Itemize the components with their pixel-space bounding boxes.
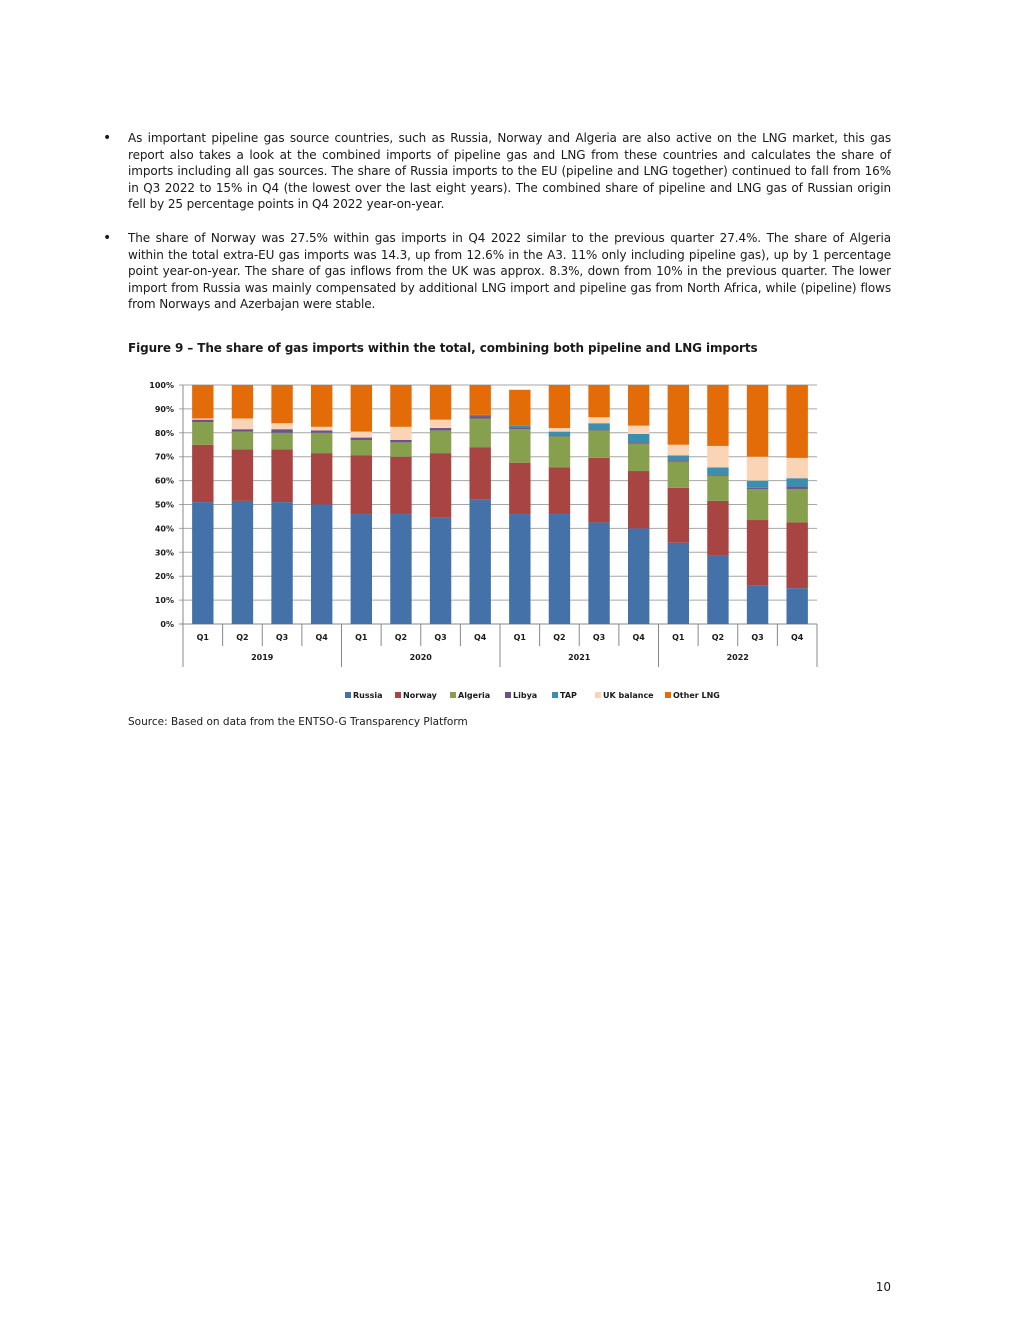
legend-label: Libya: [513, 691, 538, 700]
bar-segment-other-lng: [509, 390, 530, 426]
bar-segment-russia: [271, 502, 292, 624]
bar-segment-algeria: [707, 476, 728, 501]
bar-segment-other-lng: [430, 385, 451, 420]
bar-segment-tap: [786, 478, 807, 486]
bar-segment-algeria: [628, 444, 649, 471]
bar-segment-libya: [549, 435, 570, 436]
x-category-label: Q2: [711, 633, 725, 642]
y-tick-label: 80%: [154, 428, 174, 438]
bar-segment-norway: [707, 501, 728, 556]
bar-segment-russia: [707, 556, 728, 624]
bar-segment-tap: [509, 426, 530, 428]
bar-segment-tap: [549, 432, 570, 436]
x-category-label: Q1: [672, 633, 685, 642]
bar-segment-uk-balance: [390, 427, 411, 440]
legend-swatch: [450, 692, 456, 698]
legend-label: TAP: [560, 691, 577, 700]
bar-segment-uk-balance: [707, 446, 728, 468]
bar-segment-uk-balance: [747, 457, 768, 481]
bar-segment-russia: [430, 518, 451, 624]
bar-segment-algeria: [232, 432, 253, 450]
x-year-label: 2019: [251, 653, 274, 662]
bar-segment-russia: [747, 586, 768, 624]
bar-segment-libya: [707, 475, 728, 476]
bar-segment-algeria: [469, 418, 490, 447]
bar-segment-uk-balance: [588, 417, 609, 423]
y-tick-label: 100%: [149, 381, 174, 390]
bar-segment-libya: [271, 429, 292, 433]
bar-segment-norway: [668, 488, 689, 543]
y-tick-label: 90%: [154, 404, 174, 414]
bar-segment-algeria: [390, 442, 411, 456]
bar-segment-russia: [628, 528, 649, 624]
bar-segment-tap: [628, 434, 649, 442]
bar-segment-algeria: [430, 430, 451, 453]
bar-segment-other-lng: [469, 385, 490, 415]
bar-segment-norway: [311, 453, 332, 504]
bar-segment-russia: [232, 501, 253, 624]
x-category-label: Q2: [394, 633, 408, 642]
legend-label: Norway: [403, 691, 437, 700]
bar-segment-other-lng: [549, 385, 570, 428]
bar-segment-uk-balance: [628, 426, 649, 434]
bar-segment-other-lng: [390, 385, 411, 427]
bar-segment-libya: [311, 430, 332, 432]
bar-segment-libya: [232, 429, 253, 431]
bar-segment-uk-balance: [549, 428, 570, 432]
bar-segment-norway: [430, 453, 451, 518]
x-category-label: Q4: [791, 633, 804, 642]
legend-swatch: [552, 692, 558, 698]
bar-segment-other-lng: [192, 385, 213, 418]
bullet-dot: •: [103, 130, 112, 146]
bar-segment-norway: [351, 456, 372, 515]
bar-segment-other-lng: [747, 385, 768, 457]
bar-segment-other-lng: [628, 385, 649, 426]
y-tick-label: 20%: [154, 572, 174, 582]
x-year-label: 2021: [568, 653, 591, 662]
y-tick-label: 50%: [154, 500, 174, 510]
bar-segment-libya: [351, 438, 372, 440]
x-category-label: Q2: [236, 633, 249, 642]
stacked-bar-chart: [140, 372, 840, 712]
bar-segment-libya: [509, 428, 530, 429]
x-category-label: Q4: [315, 633, 328, 642]
y-tick-label: 60%: [154, 476, 174, 486]
bar-segment-tap: [588, 423, 609, 429]
x-category-label: Q3: [275, 633, 289, 642]
legend-label: Other LNG: [673, 691, 720, 700]
bar-segment-other-lng: [668, 385, 689, 445]
y-tick-label: 70%: [154, 452, 174, 462]
bar-segment-norway: [390, 457, 411, 514]
bar-segment-libya: [390, 440, 411, 442]
x-category-label: Q3: [434, 633, 447, 642]
x-category-label: Q3: [751, 633, 764, 642]
bar-segment-libya: [628, 442, 649, 443]
bar-segment-norway: [271, 450, 292, 503]
x-year-label: 2020: [409, 653, 432, 662]
y-tick-label: 30%: [154, 548, 174, 558]
bar-segment-russia: [786, 588, 807, 624]
bar-segment-uk-balance: [351, 432, 372, 438]
bar-segment-libya: [668, 460, 689, 461]
bar-segment-norway: [786, 522, 807, 588]
legend-label: Algeria: [458, 691, 491, 700]
bar-segment-tap: [747, 481, 768, 488]
bar-segment-russia: [390, 514, 411, 624]
bullet-item: [103, 130, 891, 213]
bar-segment-libya: [192, 420, 213, 422]
bar-segment-algeria: [668, 461, 689, 487]
paragraph-norway-share: The share of Norway was 27.5% within gas imports in Q4 2022 similar to the previous quarter 27.4%. The share of Algeria within the total extra-EU gas imports was 14.3, up from 12.6% in the A3. 11% only including pipeline gas), up by 1 percentage point year-on-year. The share of gas inflows from the UK was approx. 8.3%, down from 10% in the previous quarter. The lower import from Russia was mainly compensated by additional LNG import and pipeline gas from North Africa, while (pipeline) flows from Norways and Azerbajan were stable.: [128, 230, 891, 312]
bar-segment-algeria: [192, 422, 213, 445]
bar-segment-russia: [351, 514, 372, 624]
x-category-label: Q3: [592, 633, 606, 642]
bar-segment-uk-balance: [271, 423, 292, 429]
bar-segment-algeria: [786, 489, 807, 522]
source-note: Source: Based on data from the ENTSO-G Transparency Platform: [128, 716, 468, 728]
bar-segment-norway: [549, 467, 570, 514]
x-category-label: Q2: [553, 633, 566, 642]
bar-segment-libya: [430, 428, 451, 430]
bar-segment-norway: [509, 463, 530, 514]
x-category-label: Q1: [355, 633, 368, 642]
bar-segment-norway: [192, 445, 213, 502]
paragraph-lng-combined: As important pipeline gas source countries, such as Russia, Norway and Algeria are also active on the LNG market, this gas report also takes a look at the combined imports of pipeline gas and LNG from these countries and calculates the share of imports including all gas sources. The share of Russia imports to the EU (pipeline and LNG together) continued to fall from 16% in Q3 2022 to 15% in Q4 (the lowest over the last eight years). The combined share of pipeline and LNG gas of Russian origin fell by 25 percentage points in Q4 2022 year-on-year.: [128, 131, 891, 212]
x-category-label: Q4: [632, 633, 645, 642]
bar-segment-other-lng: [588, 385, 609, 417]
bar-segment-algeria: [351, 440, 372, 456]
bar-segment-tap: [668, 456, 689, 461]
bar-segment-other-lng: [271, 385, 292, 423]
bar-segment-algeria: [271, 433, 292, 450]
bullet-dot: •: [103, 229, 112, 246]
page-number: 10: [875, 1280, 891, 1294]
bar-segment-other-lng: [707, 385, 728, 446]
x-category-label: Q1: [513, 633, 526, 642]
bar-segment-libya: [588, 429, 609, 430]
bar-segment-tap: [707, 467, 728, 474]
bar-segment-norway: [588, 458, 609, 523]
legend-swatch: [395, 692, 401, 698]
y-tick-label: 40%: [154, 524, 174, 534]
bar-segment-uk-balance: [668, 445, 689, 456]
bar-segment-russia: [549, 514, 570, 624]
bar-segment-russia: [588, 522, 609, 624]
bar-segment-uk-balance: [232, 418, 253, 429]
bar-segment-other-lng: [351, 385, 372, 432]
bar-segment-uk-balance: [192, 418, 213, 419]
bar-segment-libya: [469, 416, 490, 418]
bar-segment-algeria: [509, 429, 530, 462]
bar-segment-uk-balance: [430, 420, 451, 428]
bar-segment-russia: [668, 543, 689, 624]
legend-swatch: [345, 692, 351, 698]
bar-segment-russia: [509, 514, 530, 624]
bar-segment-other-lng: [311, 385, 332, 427]
legend-swatch: [665, 692, 671, 698]
bar-segment-uk-balance: [786, 458, 807, 478]
bar-segment-algeria: [549, 436, 570, 467]
legend-swatch: [505, 692, 511, 698]
bar-segment-russia: [469, 500, 490, 624]
y-tick-label: 10%: [154, 596, 174, 606]
bar-segment-tap: [469, 415, 490, 416]
bar-segment-norway: [469, 447, 490, 500]
bar-segment-libya: [786, 487, 807, 489]
figure-title: Figure 9 – The share of gas imports within the total, combining both pipeline and LNG imports: [128, 341, 758, 355]
bar-segment-algeria: [588, 430, 609, 457]
legend-label: Russia: [353, 691, 383, 700]
bullet-list: [103, 130, 891, 330]
legend-label: UK balance: [603, 691, 654, 700]
x-year-label: 2022: [726, 653, 749, 662]
bar-segment-other-lng: [232, 385, 253, 418]
bar-segment-norway: [628, 471, 649, 528]
bar-segment-algeria: [311, 433, 332, 453]
bar-segment-norway: [232, 450, 253, 501]
x-category-label: Q1: [196, 633, 209, 642]
bar-segment-russia: [192, 502, 213, 624]
x-category-label: Q4: [474, 633, 487, 642]
bar-segment-algeria: [747, 489, 768, 520]
legend-swatch: [595, 692, 601, 698]
y-tick-label: 0%: [160, 620, 174, 629]
bar-segment-norway: [747, 520, 768, 586]
bar-segment-libya: [747, 488, 768, 489]
bullet-item: [103, 230, 891, 313]
bar-segment-russia: [311, 505, 332, 625]
bar-segment-other-lng: [786, 385, 807, 458]
bar-segment-uk-balance: [311, 427, 332, 431]
